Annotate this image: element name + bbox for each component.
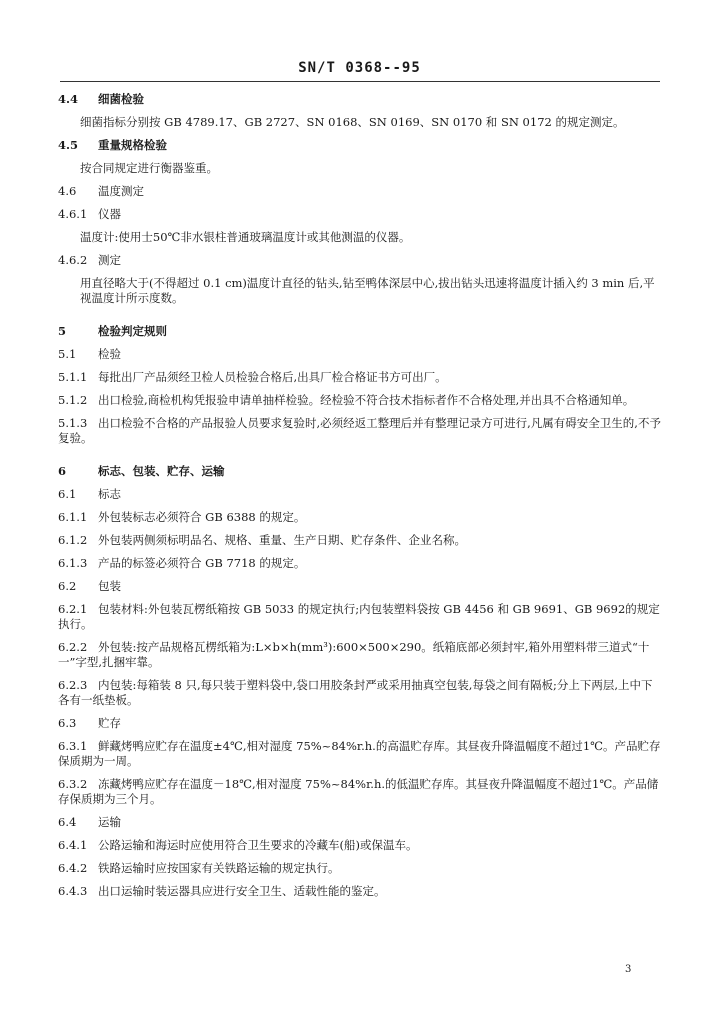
line-text: 外包装:按产品规格瓦楞纸箱为:L×b×h(mm³):600×500×290。纸箱底部必须封牢,箱外用塑料带三道式“十一”字型,扎捆牢靠。	[58, 640, 650, 669]
line-text: 内包装:每箱装 8 只,每只装于塑料袋中,袋口用胶条封严或采用抽真空包装,每袋之间有隔板;分上下两层,上中下各有一纸垫板。	[58, 678, 653, 707]
document-line	[58, 92, 662, 107]
section-number: 4.4	[58, 92, 79, 106]
document-line	[58, 579, 662, 594]
section-number: 6.1.2	[58, 533, 88, 547]
section-number: 6.2.1	[58, 602, 88, 616]
document-line	[58, 739, 662, 769]
document-line	[58, 230, 662, 245]
document-line	[58, 510, 662, 525]
section-number: 6.1.1	[58, 510, 88, 524]
standard-code-header: SN/T 0368--95	[298, 60, 421, 76]
section-number: 6.3	[58, 716, 77, 730]
line-text: 包装	[98, 579, 121, 593]
document-line	[58, 716, 662, 731]
document-line	[58, 533, 662, 548]
line-text: 出口运输时装运器具应进行安全卫生、适载性能的鉴定。	[98, 884, 386, 898]
document-line	[58, 884, 662, 899]
line-text: 外包装两侧须标明品名、规格、重量、生产日期、贮存条件、企业名称。	[98, 533, 466, 547]
document-line	[58, 556, 662, 571]
document-line	[58, 115, 662, 130]
section-number: 4.6.2	[58, 253, 88, 267]
document-line	[58, 253, 662, 268]
section-number: 4.6	[58, 184, 77, 198]
line-text: 重量规格检验	[98, 138, 167, 152]
line-text: 产品的标签必须符合 GB 7718 的规定。	[98, 556, 306, 570]
line-text: 贮存	[98, 716, 121, 730]
line-text: 铁路运输时应按国家有关铁路运输的规定执行。	[98, 861, 340, 875]
line-text: 公路运输和海运时应使用符合卫生要求的冷藏车(船)或保温车。	[98, 838, 418, 852]
section-number: 5.1.1	[58, 370, 88, 384]
line-text: 出口检验,商检机构凭报验申请单抽样检验。经检验不符合技术指标者作不合格处理,并出具不合格通知单。	[98, 393, 635, 407]
document-line	[58, 370, 662, 385]
line-text: 测定	[98, 253, 121, 267]
section-number: 6.3.2	[58, 777, 88, 791]
line-text: 包装材料:外包装瓦楞纸箱按 GB 5033 的规定执行;内包装塑料袋按 GB 4456 和 GB 9691、GB 9692的规定执行。	[58, 602, 660, 631]
document-line	[58, 487, 662, 502]
section-number: 5	[58, 324, 67, 338]
document-line	[58, 464, 662, 479]
document-line	[58, 347, 662, 362]
page-number: 3	[625, 964, 632, 975]
line-text: 用直径略大于(不得超过 0.1 cm)温度计直径的钻头,钻至鸭体深层中心,拔出钻头迅速将温度计插入约 3 min 后,平视温度计所示度数。	[80, 276, 655, 305]
section-number: 5.1	[58, 347, 77, 361]
section-number: 6.4.3	[58, 884, 88, 898]
line-text: 温度计:使用士50℃非水银柱普通玻璃温度计或其他测温的仪器。	[80, 230, 411, 244]
line-text: 冻藏烤鸭应贮存在温度－18℃,相对湿度 75%~84%r.h.的低温贮存库。其昼夜升降温幅度不超过1℃。产品储存保质期为三个月。	[58, 777, 659, 806]
document-line	[58, 138, 662, 153]
line-text: 仪器	[98, 207, 121, 221]
section-number: 6.2.2	[58, 640, 88, 654]
section-number: 6.1	[58, 487, 77, 501]
line-text: 鲜藏烤鸭应贮存在温度±4℃,相对湿度 75%~84%r.h.的高温贮存库。其昼夜升降温幅度不超过1℃。产品贮存保质期为一周。	[58, 739, 661, 768]
line-text: 每批出厂产品须经卫检人员检验合格后,出具厂检合格证书方可出厂。	[98, 370, 447, 384]
line-text: 检验判定规则	[98, 324, 167, 338]
section-number: 6.4.2	[58, 861, 88, 875]
section-number: 6.4	[58, 815, 77, 829]
document-line	[58, 207, 662, 222]
line-text: 外包装标志必须符合 GB 6388 的规定。	[98, 510, 306, 524]
document-line	[58, 777, 662, 807]
section-number: 6.3.1	[58, 739, 88, 753]
document-line	[58, 815, 662, 830]
section-number: 4.6.1	[58, 207, 88, 221]
document-line	[58, 324, 662, 339]
section-number: 6.2	[58, 579, 77, 593]
line-text: 检验	[98, 347, 121, 361]
document-body	[58, 92, 662, 907]
line-text: 标志	[98, 487, 121, 501]
document-line	[58, 416, 662, 446]
section-number: 5.1.2	[58, 393, 88, 407]
document-line	[58, 838, 662, 853]
line-text: 温度测定	[98, 184, 144, 198]
line-text: 细菌检验	[98, 92, 144, 106]
line-text: 出口检验不合格的产品报验人员要求复验时,必须经返工整理后并有整理记录方可进行,凡属有碍安全卫生的,不予复验。	[58, 416, 661, 445]
line-text: 按合同规定进行衡器鉴重。	[80, 161, 218, 175]
line-text: 细菌指标分别按 GB 4789.17、GB 2727、SN 0168、SN 0169、SN 0170 和 SN 0172 的规定测定。	[80, 115, 625, 129]
document-line	[58, 276, 662, 306]
section-number: 6	[58, 464, 67, 478]
section-number: 6.2.3	[58, 678, 88, 692]
line-text: 标志、包装、贮存、运输	[98, 464, 225, 478]
document-line	[58, 161, 662, 176]
document-line	[58, 602, 662, 632]
section-number: 6.1.3	[58, 556, 88, 570]
line-text: 运输	[98, 815, 121, 829]
document-line	[58, 678, 662, 708]
section-number: 5.1.3	[58, 416, 88, 430]
document-line	[58, 393, 662, 408]
document-line	[58, 184, 662, 199]
document-line	[58, 640, 662, 670]
header-rule	[60, 81, 660, 82]
section-number: 4.5	[58, 138, 79, 152]
section-number: 6.4.1	[58, 838, 88, 852]
document-line	[58, 861, 662, 876]
